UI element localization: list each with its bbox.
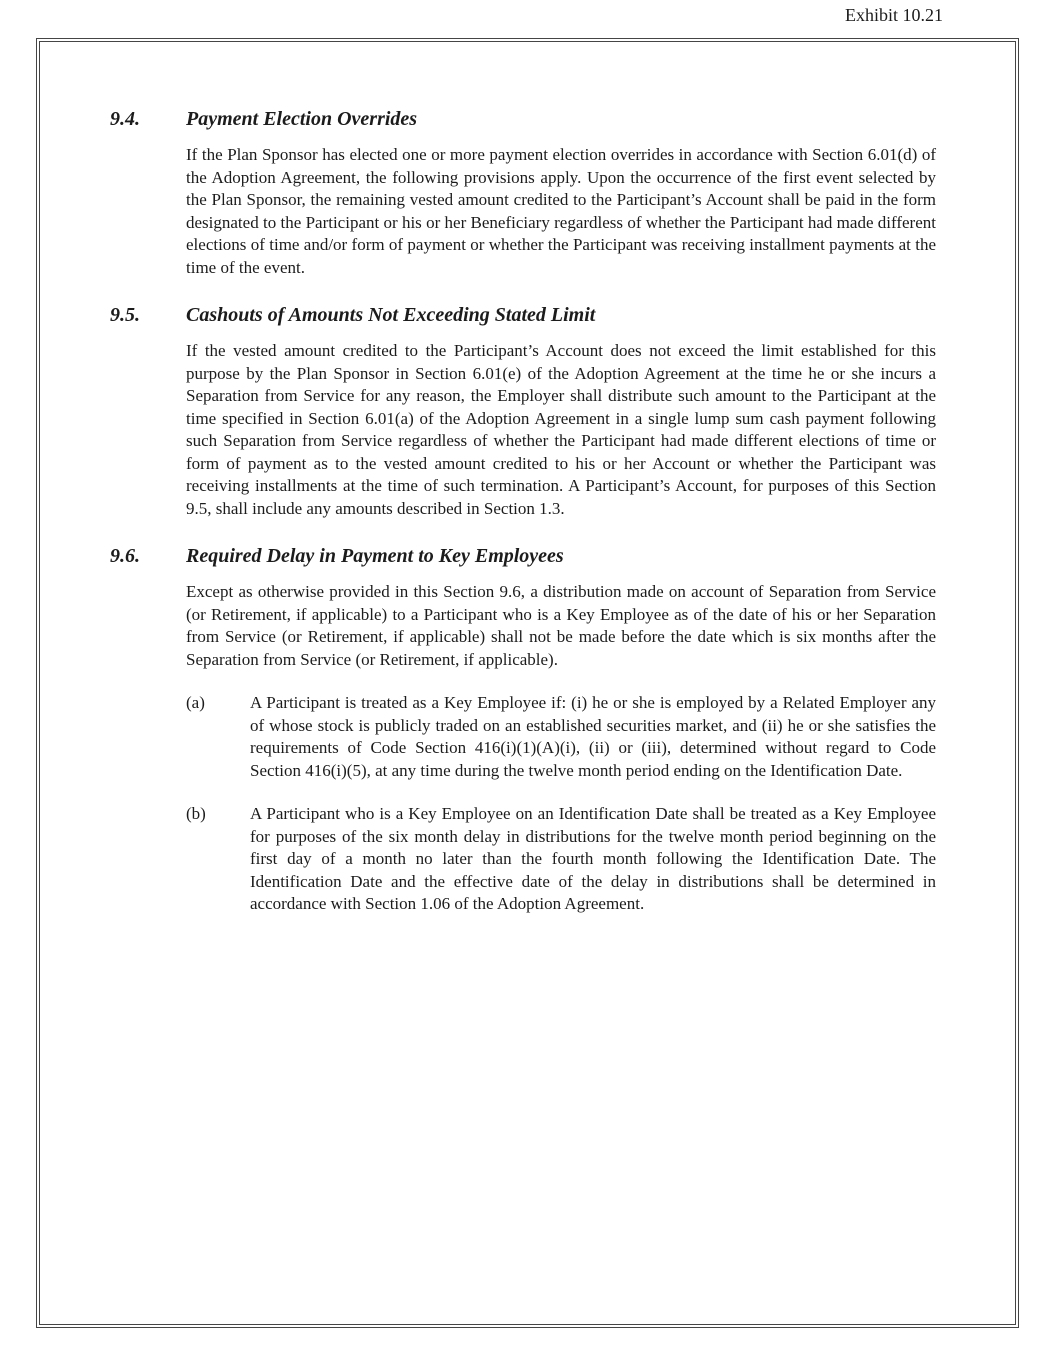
document-border-box [36, 38, 1019, 1328]
section-subitems [186, 692, 936, 916]
section-title: Payment Election Overrides [186, 108, 418, 130]
section [40, 302, 1015, 520]
list-item [186, 692, 936, 782]
section-number: 9.4. [110, 108, 140, 130]
section-number: 9.5. [110, 304, 140, 326]
section-main [186, 543, 936, 916]
exhibit-label: Exhibit 10.21 [845, 5, 943, 25]
section-title: Required Delay in Payment to Key Employees [186, 545, 564, 567]
section [40, 543, 1015, 916]
section-body: Except as otherwise provided in this Section 9.6, a distribution made on account of Separation from Service (or Retirement, if applicable) to a Participant who is a Key Employee as of the date of his or her Separation from Service (or Retirement, if applicable) shall not be made before the date which is six months after the Separation from Service (or Retirement, if applicable). [186, 582, 936, 669]
section-body: If the vested amount credited to the Participant’s Account does not exceed the limit established for this purpose by the Plan Sponsor in Section 6.01(e) of the Adoption Agreement at the time he or she incurs a Separation from Service for any reason, the Employer shall distribute such amount to the Participant at the time specified in Section 6.01(a) of the Adoption Agreement in a single lump sum cash payment following such Separation from Service regardless of whether the Participant had made different elections of time or form of payment as to the vested amount credited to his or her Account or whether the Participant was receiving installments at the time of such termination. A Participant’s Account, for purposes of this Section 9.5, shall include any amounts described in Section 1.3. [186, 341, 936, 518]
section-main [186, 302, 936, 520]
section-body: If the Plan Sponsor has elected one or more payment election overrides in accordance with Section 6.01(d) of the Adoption Agreement, the following provisions apply. Upon the occurrence of the first event selected by the Plan Sponsor, the remaining vested amount credited to the Participant’s Account shall be paid in the form designated to the Participant or his or her Beneficiary regardless of whether the Participant had made different elections of time and/or form of payment or whether the Participant was receiving installment payments at the time of the event. [186, 145, 936, 277]
list-item [186, 803, 936, 916]
subitem-label: (a) [186, 693, 205, 712]
section-number: 9.6. [110, 545, 140, 567]
subitem-label: (b) [186, 804, 206, 823]
section-main [186, 106, 936, 279]
section [40, 106, 1015, 279]
subitem-text: A Participant is treated as a Key Employee if: (i) he or she is employed by a Related Employer any of whose stock is publicly traded on an established securities market, and (ii) he or she satisfies the requirements of Code Section 416(i)(1)(A)(i), (ii) or (iii), determined without regard to Code Section 416(i)(5), at any time during the twelve month period ending on the Identification Date. [250, 693, 936, 780]
section-title: Cashouts of Amounts Not Exceeding Stated Limit [186, 304, 596, 326]
sections [40, 42, 1015, 916]
subitem-text: A Participant who is a Key Employee on an Identification Date shall be treated as a Key Employee for purposes of the six month delay in distributions for the twelve month period beginning on the first day of a month no later than the fourth month following the Identification Date. The Identification Date and the effective date of the delay in distributions shall be determined in accordance with Section 1.06 of the Adoption Agreement. [250, 804, 936, 913]
